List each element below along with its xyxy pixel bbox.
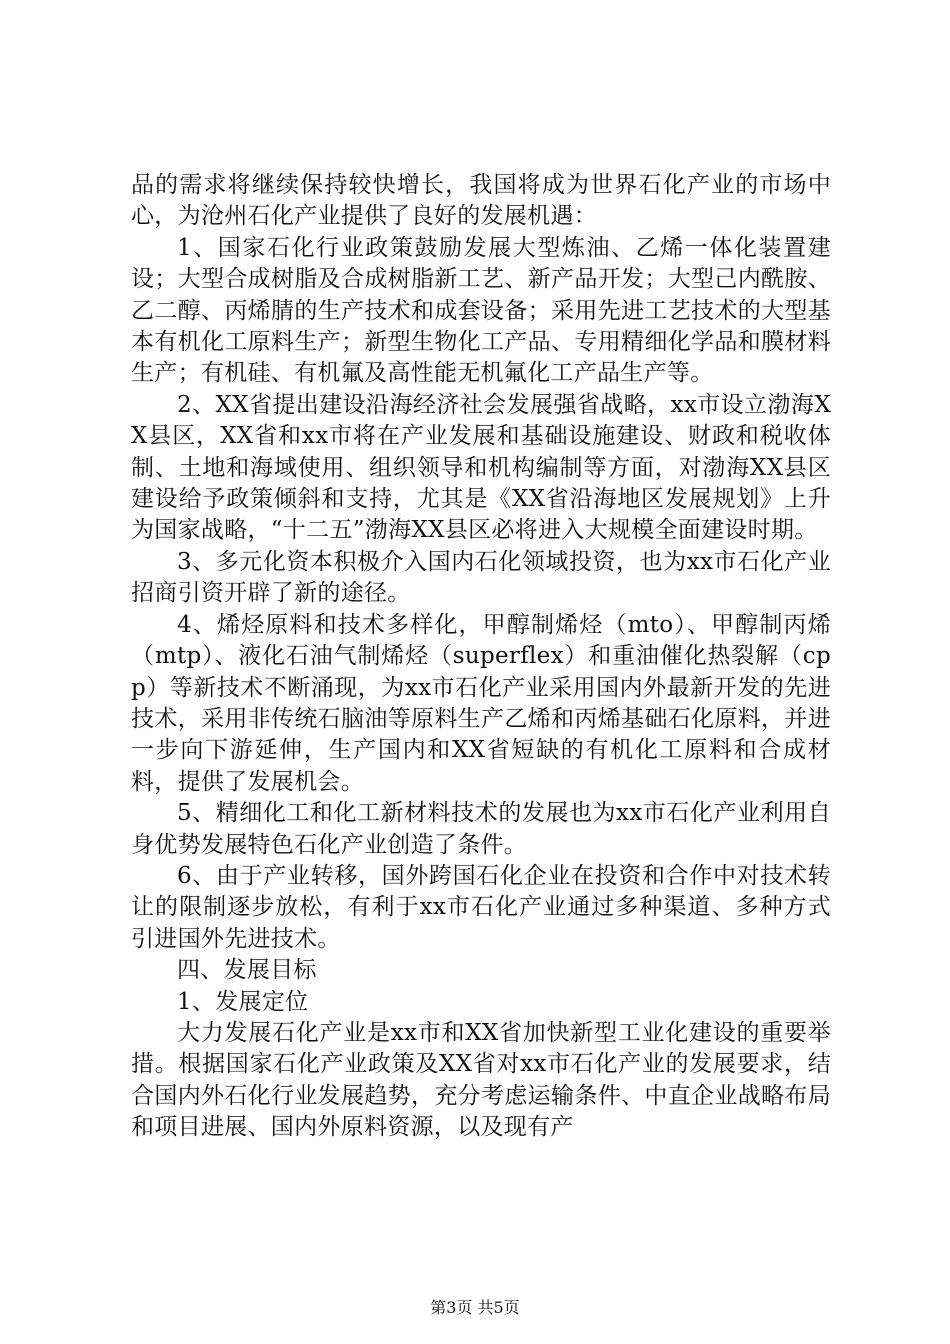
paragraph-positioning: 大力发展石化产业是xx市和XX省加快新型工业化建设的重要举措。根据国家石化产业政策及XX省对xx市石化产业的发展要求，结合国内外石化行业发展趋势，充分考虑运输条件、中直企业战略布局和项目进展、国内外原料资源，以及现有产 — [131, 1019, 831, 1141]
paragraph-item-3: 3、多元化资本积极介入国内石化领域投资，也为xx市石化产业招商引资开辟了新的途径。 — [131, 548, 831, 607]
paragraph-item-5: 5、精细化工和化工新材料技术的发展也为xx市石化产业利用自身优势发展特色石化产业创造了条件。 — [131, 800, 831, 858]
page-footer: 第3页 共5页 — [430, 1298, 520, 1317]
paragraph-item-4: 4、烯烃原料和技术多样化，甲醇制烯烃（mto）、甲醇制丙烯（mtp）、液化石油气制烯烃（superflex）和重油催化热裂解（cpp）等新技术不断涌现，为xx市石化产业采用国内外最新开发的先进技术，采用非传统石脑油等原料生产乙烯和丙烯基础石化原料，并进一步向下游延伸，生产国内和XX省短缺的有机化工原料和合成材料，提供了发展机会。 — [131, 611, 831, 795]
paragraph-item-6: 6、由于产业转移，国外跨国石化企业在投资和合作中对技术转让的限制逐步放松，有利于xx市石化产业通过多种渠道、多种方式引进国外先进技术。 — [131, 862, 831, 952]
document-body — [131, 170, 831, 1144]
paragraph-item-1: 1、国家石化行业政策鼓励发展大型炼油、乙烯一体化装置建设；大型合成树脂及合成树脂新工艺、新产品开发；大型己内酰胺、乙二醇、丙烯腈的生产技术和成套设备；采用先进工艺技术的大型基本有机化工原料生产；新型生物化工产品、专用精细化学品和膜材料生产；有机硅、有机氟及高性能无机氟化工产品生产等。 — [131, 234, 831, 387]
paragraph-item-2: 2、XX省提出建设沿海经济社会发展强省战略，xx市设立渤海XX县区，XX省和xx市将在产业发展和基础设施建设、财政和税收体制、土地和海域使用、组织领导和机构编制等方面，对渤海XX县区建设给予政策倾斜和支持，尤其是《XX省沿海地区发展规划》上升为国家战略，“十二五”渤海XX县区必将进入大规模全面建设时期。 — [131, 391, 831, 544]
section-heading: 四、发展目标 — [177, 957, 317, 984]
subsection-heading: 1、发展定位 — [177, 988, 309, 1015]
paragraph-continuation: 品的需求将继续保持较快增长，我国将成为世界石化产业的市场中心，为沧州石化产业提供了良好的发展机遇： — [131, 172, 831, 230]
